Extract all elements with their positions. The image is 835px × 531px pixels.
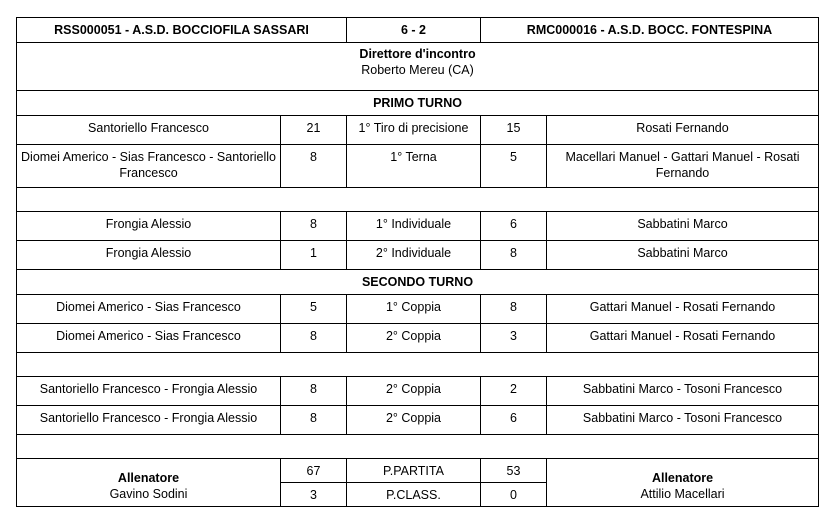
turn-title-second: SECONDO TURNO bbox=[17, 270, 819, 295]
game-row bbox=[17, 324, 819, 353]
home-players: Frongia Alessio bbox=[17, 241, 281, 270]
game-type: 2° Coppia bbox=[347, 324, 481, 353]
home-coach-name: Gavino Sodini bbox=[109, 486, 188, 501]
away-score: 6 bbox=[481, 212, 547, 241]
game-row bbox=[17, 241, 819, 270]
game-type: 2° Individuale bbox=[347, 241, 481, 270]
partita-home-points: 67 bbox=[281, 459, 347, 483]
home-players: Santoriello Francesco bbox=[17, 116, 281, 145]
home-players: Diomei Americo - Sias Francesco bbox=[17, 295, 281, 324]
away-score: 15 bbox=[481, 116, 547, 145]
away-coach-cell bbox=[547, 459, 819, 507]
away-team-name: RMC000016 - A.S.D. BOCC. FONTESPINA bbox=[481, 18, 819, 43]
game-type: 2° Coppia bbox=[347, 406, 481, 435]
away-players: Sabbatini Marco - Tosoni Francesco bbox=[547, 406, 819, 435]
away-players: Sabbatini Marco bbox=[547, 212, 819, 241]
game-row bbox=[17, 406, 819, 435]
home-players: Santoriello Francesco - Frongia Alessio bbox=[17, 377, 281, 406]
away-score: 8 bbox=[481, 295, 547, 324]
match-score: 6 - 2 bbox=[347, 18, 481, 43]
home-players: Santoriello Francesco - Frongia Alessio bbox=[17, 406, 281, 435]
away-score: 2 bbox=[481, 377, 547, 406]
home-players: Diomei Americo - Sias Francesco - Santoriello Francesco bbox=[17, 145, 281, 188]
home-score: 21 bbox=[281, 116, 347, 145]
director-name: Roberto Mereu (CA) bbox=[361, 63, 474, 77]
partita-away-points: 53 bbox=[481, 459, 547, 483]
match-report-table bbox=[16, 17, 819, 507]
home-score: 5 bbox=[281, 295, 347, 324]
away-players: Gattari Manuel - Rosati Fernando bbox=[547, 324, 819, 353]
game-type: 1° Coppia bbox=[347, 295, 481, 324]
partita-label: P.PARTITA bbox=[347, 459, 481, 483]
away-players: Macellari Manuel - Gattari Manuel - Rosati Fernando bbox=[547, 145, 819, 188]
away-players: Rosati Fernando bbox=[547, 116, 819, 145]
spacer-cell bbox=[17, 353, 819, 377]
home-coach-cell bbox=[17, 459, 281, 507]
away-score: 8 bbox=[481, 241, 547, 270]
away-coach-label: Allenatore bbox=[651, 470, 714, 485]
game-row bbox=[17, 295, 819, 324]
spacer-row bbox=[17, 353, 819, 377]
game-row bbox=[17, 116, 819, 145]
home-score: 8 bbox=[281, 212, 347, 241]
game-type: 1° Tiro di precisione bbox=[347, 116, 481, 145]
class-label: P.CLASS. bbox=[347, 483, 481, 507]
header-row bbox=[17, 18, 819, 43]
home-score: 1 bbox=[281, 241, 347, 270]
spacer-row bbox=[17, 435, 819, 459]
class-home-points: 3 bbox=[281, 483, 347, 507]
game-type: 1° Individuale bbox=[347, 212, 481, 241]
director-label: Direttore d'incontro bbox=[359, 47, 476, 61]
spacer-cell bbox=[17, 435, 819, 459]
home-score: 8 bbox=[281, 406, 347, 435]
away-score: 3 bbox=[481, 324, 547, 353]
home-score: 8 bbox=[281, 145, 347, 188]
away-score: 5 bbox=[481, 145, 547, 188]
turn-title-first: PRIMO TURNO bbox=[17, 91, 819, 116]
game-row bbox=[17, 145, 819, 188]
away-players: Sabbatini Marco - Tosoni Francesco bbox=[547, 377, 819, 406]
home-coach-label: Allenatore bbox=[117, 470, 180, 485]
class-away-points: 0 bbox=[481, 483, 547, 507]
match-report-sheet bbox=[16, 17, 818, 507]
director-row bbox=[17, 43, 819, 91]
spacer-cell bbox=[17, 188, 819, 212]
home-score: 8 bbox=[281, 377, 347, 406]
home-players: Diomei Americo - Sias Francesco bbox=[17, 324, 281, 353]
away-players: Sabbatini Marco bbox=[547, 241, 819, 270]
director-cell bbox=[17, 43, 819, 91]
away-coach-name: Attilio Macellari bbox=[640, 486, 725, 501]
game-type: 2° Coppia bbox=[347, 377, 481, 406]
away-players: Gattari Manuel - Rosati Fernando bbox=[547, 295, 819, 324]
game-row bbox=[17, 377, 819, 406]
home-team-name: RSS000051 - A.S.D. BOCCIOFILA SASSARI bbox=[17, 18, 347, 43]
turn-row-second bbox=[17, 270, 819, 295]
spacer-row bbox=[17, 188, 819, 212]
game-type: 1° Terna bbox=[347, 145, 481, 188]
away-score: 6 bbox=[481, 406, 547, 435]
turn-row-first bbox=[17, 91, 819, 116]
home-players: Frongia Alessio bbox=[17, 212, 281, 241]
home-score: 8 bbox=[281, 324, 347, 353]
footer-row-partita bbox=[17, 459, 819, 483]
game-row bbox=[17, 212, 819, 241]
